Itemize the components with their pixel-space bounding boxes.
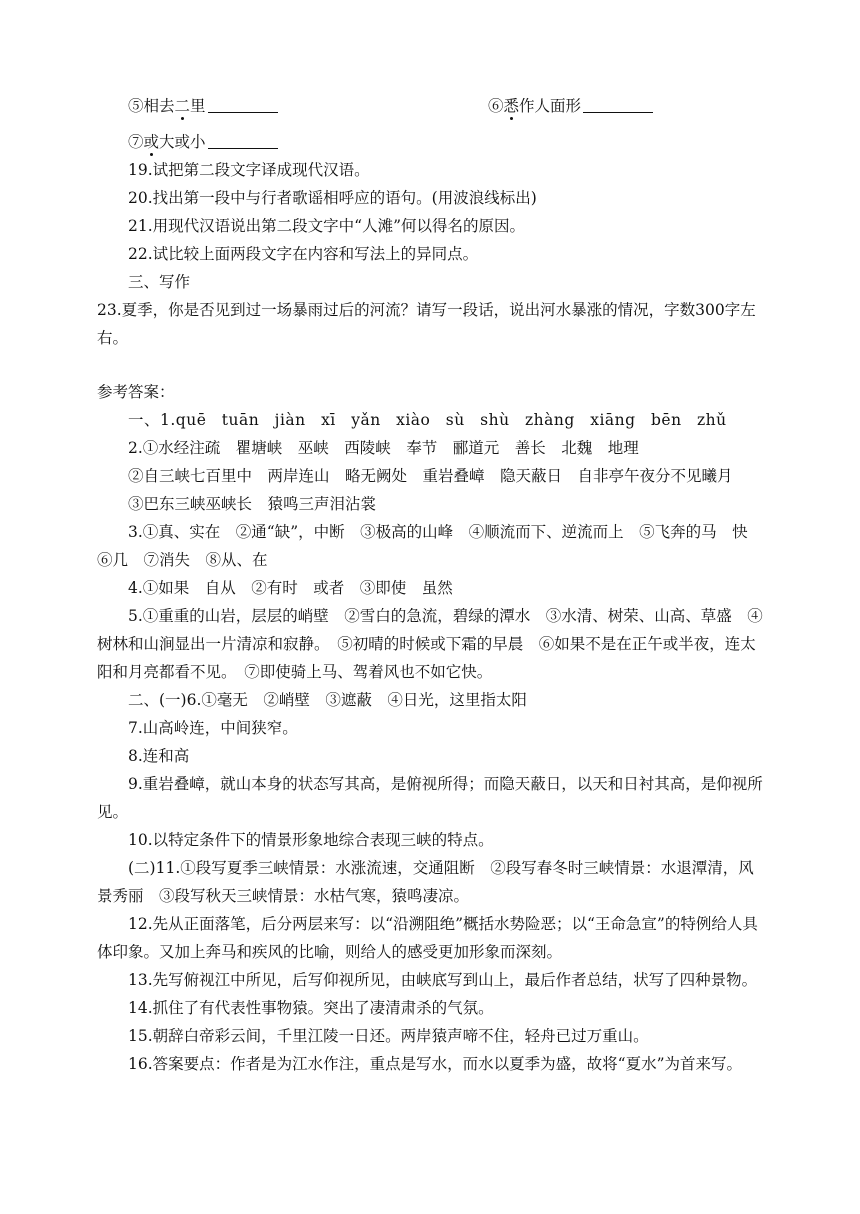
answer-2-2: ②自三峡七百里中 两岸连山 略无阙处 重岩叠嶂 隐天蔽日 自非亭午夜分不见曦月 [128, 467, 733, 485]
emphasis-dot-char: 或 [143, 133, 160, 151]
answer-blank [208, 130, 278, 149]
answer-13: 13.先写俯视江中所见，后写仰视所见，由峡底写到山上，最后作者总结，状写了四种景物。 [128, 971, 758, 989]
answer-5: 5.①重重的山岩，层层的峭壁 ②雪白的急流，碧绿的潭水 ③水清、树荣、山高、草盛 ④树林和山涧显出一片清凉和寂静。 ⑤初晴的时候或下霜的早晨 ⑥如果不是在正午或半夜，连太阳和月亮都看不见。 ⑦即使骑上马、驾着风也不如它快。 [97, 607, 763, 681]
document-page [97, 92, 767, 1078]
fill-blank-item-6: ⑥悉作人面形 [488, 92, 653, 120]
answer-14: 14.抓住了有代表性事物猿。突出了凄清肃杀的气氛。 [128, 999, 494, 1017]
answer-10: 10.以特定条件下的情景形象地综合表现三峡的特点。 [128, 831, 494, 849]
answer-15: 15.朝辞白帝彩云间，千里江陵一日还。两岸猿声啼不住，轻舟已过万重山。 [128, 1027, 649, 1045]
answer-12: 12.先从正面落笔，后分两层来写：以“沿溯阻绝”概括水势险恶；以“王命急宣”的特例给人具体印象。又加上奔马和疾风的比喻，则给人的感受更加形象而深刻。 [97, 915, 758, 961]
answer-7: 7.山高岭连，中间狭窄。 [128, 719, 298, 737]
fill-blank-row-2 [97, 128, 767, 156]
answer-blank [583, 94, 653, 113]
answer-3: 3.①真、实在 ②通“缺”，中断 ③极高的山峰 ④顺流而下、逆流而上 ⑤飞奔的马 快 ⑥几 ⑦消失 ⑧从、在 [97, 523, 764, 569]
emphasis-dot-char: 二 [174, 97, 191, 115]
fill-blank-item-5: ⑤相去二里 [97, 92, 488, 120]
fill-blank-item-7: ⑦或大或小 [97, 128, 488, 156]
answer-2-1: 2.①水经注疏 瞿塘峡 巫峡 西陵峡 奉节 郦道元 善长 北魏 地理 [128, 439, 639, 457]
answer-1-pinyin: 一、1.quē tuān jiàn xī yǎn xiào sù shù zhàng xiāng bēn zhǔ [128, 411, 727, 429]
fill-blank-row-1 [97, 92, 767, 120]
section-heading-writing: 三、写作 [128, 273, 191, 291]
question-20: 20.找出第一段中与行者歌谣相呼应的语句。(用波浪线标出) [128, 189, 537, 207]
question-22: 22.试比较上面两段文字在内容和写法上的异同点。 [128, 245, 479, 263]
answer-blank [208, 94, 278, 113]
question-23: 23.夏季，你是否见到过一场暴雨过后的河流？请写一段话，说出河水暴涨的情况，字数300字左右。 [97, 301, 756, 347]
question-21: 21.用现代汉语说出第二段文字中“人滩”何以得名的原因。 [128, 217, 526, 235]
answer-8: 8.连和高 [128, 747, 190, 765]
answer-11: (二)11.①段写夏季三峡情景：水涨流速，交通阻断 ②段写春冬时三峡情景：水退潭清，风景秀丽 ③段写秋天三峡情景：水枯气寒，猿鸣凄凉。 [97, 859, 754, 905]
answer-6: 二、(一)6.①毫无 ②峭壁 ③遮蔽 ④日光，这里指太阳 [128, 691, 527, 709]
answer-2-3: ③巴东三峡巫峡长 猿鸣三声泪沾裳 [128, 495, 377, 513]
answer-4: 4.①如果 自从 ②有时 或者 ③即使 虽然 [128, 579, 453, 597]
spacer [97, 352, 767, 378]
emphasis-dot-char: 悉 [503, 97, 520, 115]
answer-16: 16.答案要点：作者是为江水作注，重点是写水，而水以夏季为盛，故将“夏水”为首来写。 [128, 1055, 743, 1073]
question-19: 19.试把第二段文字译成现代汉语。 [128, 161, 370, 179]
answers-heading: 参考答案： [97, 383, 175, 401]
answer-9: 9.重岩叠嶂，就山本身的状态写其高，是俯视所得；而隐天蔽日，以天和日衬其高，是仰视所见。 [97, 775, 763, 821]
